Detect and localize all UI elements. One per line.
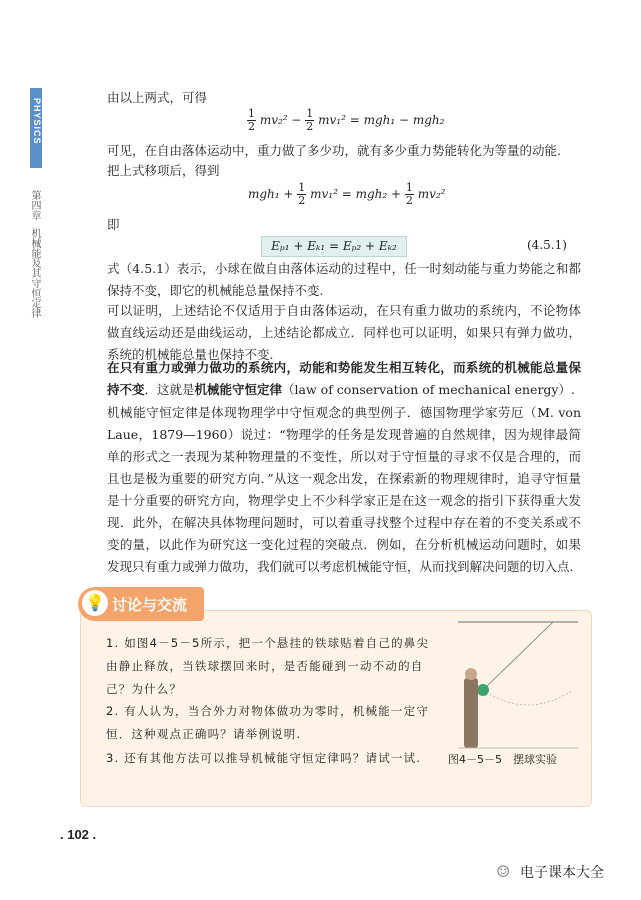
paragraph-4: 机械能守恒定律是体现物理学中守恒观念的典型例子．德国物理学家劳厄（M. von Laue，1879—1960）说过：“物理学的任务是发现普遍的自然规律，因为规律最简单的形式之一表现为某种物理量的不变性，所以对于守恒量的寻求不仅是合理的，而且也是极为重要的研究方向．”从这一观念出发，在探索新的物理规律时，追寻守恒量是十分重要的研究方向，物理学史上不少科学家正是在这一观念的指引下获得重大发现．此外，在解决具体物理问题时，可以着重寻找整个过程中存在着的不变关系或不变的量，以此作为研究这一变化过程的突破点．例如，在分析机械运动问题时，如果发现只有重力或弹力做功，我们就可以考虑机械能守恒，从而找到解决问题的切入点.	[107, 405, 581, 574]
chapter-title: 机械能及其守恒定律	[29, 228, 40, 318]
chapter-label: 第四章	[29, 190, 40, 220]
equation-number: (4.5.1)	[527, 238, 567, 252]
fraction: $\frac{1}{2}$	[306, 107, 314, 133]
paragraph-3: 在只有重力或弹力做功的系统内，动能和势能发生相互转化，而系统的机械能总量保持不变．这就是机械能守恒定律（law of conservation of mechanical energy）.	[107, 360, 581, 397]
wechat-icon: ☺	[496, 862, 511, 881]
lightbulb-icon: 💡	[82, 590, 108, 616]
pendulum-ball	[477, 684, 489, 696]
fraction: $\frac{1}{2}$	[405, 181, 413, 207]
intro-line: 由以上两式，可得	[107, 90, 208, 105]
law-name: 机械能守恒定律	[194, 382, 283, 397]
person-figure	[464, 678, 478, 748]
law-statement: 在只有重力或弹力做功的系统内，动能和势能发生相互转化，而系统的机械能总量保持不变	[107, 360, 581, 397]
question-3: 3. 还有其他方法可以推导机械能守恒定律吗？请试一试.	[106, 751, 422, 765]
pendulum-figure	[458, 620, 578, 750]
figure-caption: 图4－5－5 摆球实验	[448, 753, 557, 766]
equation-1: $\frac{1}{2}$ mv₂² − $\frac{1}{2}$ mv₁² = mgh₁ − mgh₂	[248, 107, 445, 133]
fraction: $\frac{1}{2}$	[298, 181, 306, 207]
page-number: . 102 .	[60, 827, 97, 842]
text-line: 即	[107, 217, 120, 232]
text-line: 把上式移项后，得到	[107, 163, 220, 178]
paragraph-1: 式（4.5.1）表示，小球在做自由落体运动的过程中，任一时刻动能与重力势能之和都保持不变，即它的机械能总量保持不变.	[107, 261, 581, 298]
question-2: 2. 有人认为，当合外力对物体做功为零时，机械能一定守恒．这种观点正确吗？请举例说明.	[106, 704, 430, 741]
fraction: $\frac{1}{2}$	[248, 107, 255, 133]
main-equation: Eₚ₁ + Eₖ₁ = Eₚ₂ + Eₖ₂	[261, 236, 407, 257]
discussion-title: 讨论与交流	[112, 596, 188, 614]
watermark: 电子课本大全	[520, 865, 604, 881]
question-1: 1. 如图4－5－5所示，把一个悬挂的铁球贴着自己的鼻尖由静止释放，当铁球摆回来时，是否能碰到一动不动的自己？为什么？	[106, 636, 430, 696]
subject-label: PHYSICS	[32, 98, 42, 145]
equation-2: mgh₁ + $\frac{1}{2}$ mv₁² = mgh₂ + $\frac{1}{2}$ mv₂²	[248, 181, 446, 207]
text-line: 可见，在自由落体运动中，重力做了多少功，就有多少重力势能转化为等量的动能.	[107, 143, 561, 158]
paragraph-2: 可以证明，上述结论不仅适用于自由落体运动，在只有重力做功的系统内，不论物体做直线运动还是曲线运动，上述结论都成立．同样也可以证明，如果只有弹力做功，系统的机械能总量也保持不变.	[107, 303, 581, 362]
